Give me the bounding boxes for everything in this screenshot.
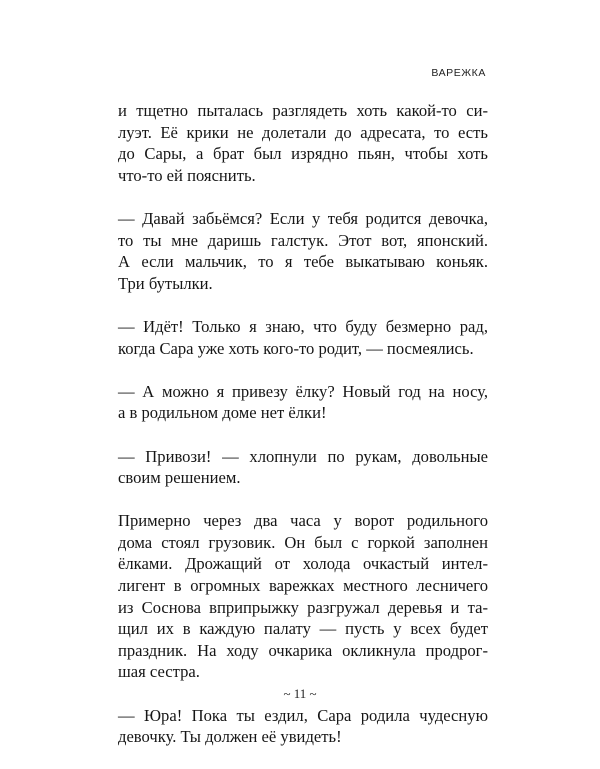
text-line: — Юра! Пока ты ездил, Сара родила чудесную — [118, 705, 488, 725]
text-line: дома стоял грузовик. Он был с горкой заполнен — [118, 532, 488, 552]
text-line: луэт. Её крики не долетали до адресата, то есть — [118, 122, 488, 142]
text-line: из Соснова вприпрыжку разгружал деревья и та- — [118, 597, 488, 617]
text-line: — Привози! — хлопнули по рукам, довольные — [118, 446, 488, 466]
paragraph-3 — [118, 316, 488, 359]
text-line: праздник. На ходу очкарика окликнула продрог- — [118, 640, 488, 660]
text-line: лигент в огромных варежках местного лесничего — [118, 576, 488, 596]
page-number: ~ 11 ~ — [283, 686, 317, 701]
paragraph-6 — [118, 510, 488, 683]
text-line: а в родильном доме нет ёлки! — [118, 403, 327, 423]
text-line: девочку. Ты должен её увидеть! — [118, 727, 342, 747]
text-line: то ты мне даришь галстук. Этот вот, японский. — [118, 230, 488, 250]
text-line: — Идёт! Только я знаю, что буду безмерно рад, — [118, 316, 488, 336]
text-line: щил их в каждую палату — пусть у всех будет — [118, 619, 488, 639]
text-line: Три бутылки. — [118, 273, 213, 293]
text-line: — Давай забьёмся? Если у тебя родится девочка, — [118, 208, 488, 228]
paragraph-4 — [118, 381, 488, 424]
text-line: А если мальчик, то я тебе выкатываю коньяк. — [118, 252, 488, 272]
text-line: шая сестра. — [118, 662, 200, 682]
paragraph-2 — [118, 208, 488, 294]
text-line: — А можно я привезу ёлку? Новый год на носу, — [118, 381, 488, 401]
text-line: своим решением. — [118, 468, 241, 488]
text-line: Примерно через два часа у ворот родильного — [118, 511, 488, 531]
text-line: когда Сара уже хоть кого-то родит, — посмеялись. — [118, 338, 474, 358]
running-head: ВАРЕЖКА — [431, 67, 486, 79]
body-text — [118, 100, 488, 769]
paragraph-7 — [118, 705, 488, 748]
text-line: до Сары, а брат был изрядно пьян, чтобы хоть — [118, 144, 488, 164]
text-line: что-то ей пояснить. — [118, 165, 256, 185]
text-line: ёлками. Дрожащий от холода очкастый интел- — [118, 554, 488, 574]
text-line: и тщетно пыталась разглядеть хоть какой-то си- — [118, 101, 488, 120]
paragraph-5 — [118, 446, 488, 489]
paragraph-1 — [118, 100, 488, 186]
